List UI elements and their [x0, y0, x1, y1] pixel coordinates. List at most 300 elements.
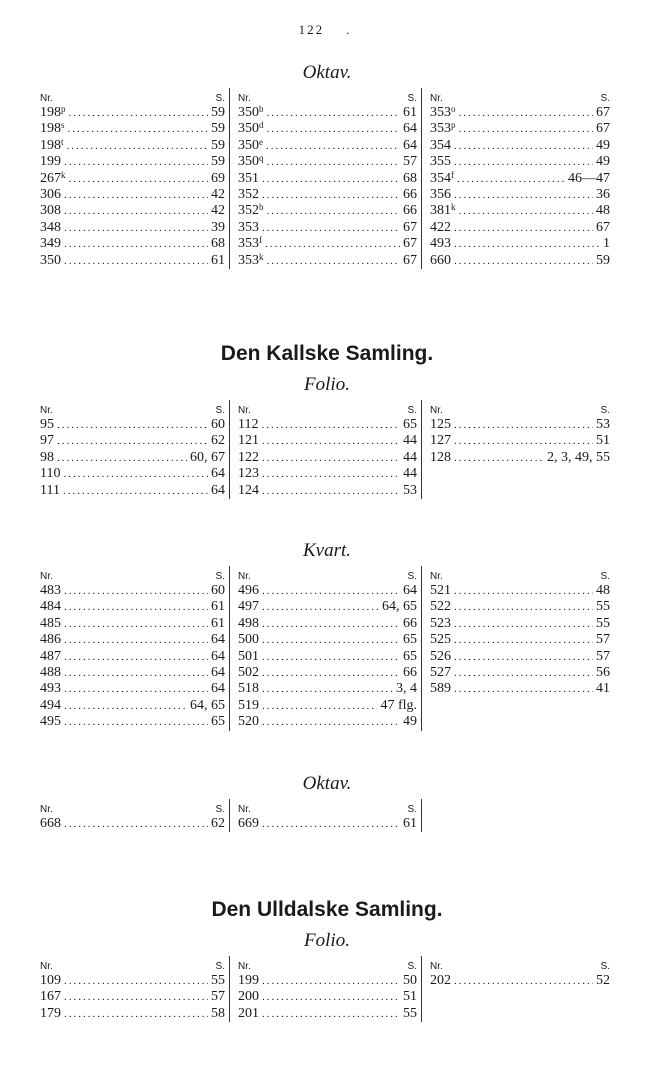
index-entry [430, 632, 610, 648]
entry-number [238, 989, 259, 1004]
index-entry [430, 450, 610, 466]
entry-number [40, 433, 54, 448]
entry-number-value: 518 [238, 681, 259, 697]
dot-leader [262, 1007, 400, 1022]
dot-leader [57, 434, 208, 449]
column-header-s: S. [407, 961, 417, 972]
column-header [238, 88, 417, 105]
entry-page: 64 [403, 121, 417, 137]
dot-leader [64, 155, 208, 170]
entry-number [40, 187, 61, 202]
entry-number-value: 124 [238, 482, 259, 498]
index-entry [238, 973, 417, 989]
entry-number-value: 488 [40, 665, 61, 681]
index-column [38, 400, 230, 499]
dot-leader [454, 600, 593, 615]
index-entry [430, 187, 610, 203]
entry-number-value: 523 [430, 615, 451, 631]
dot-leader [261, 418, 400, 433]
column-header-nr: Nr. [40, 93, 53, 104]
entry-number-value: 202 [430, 973, 451, 988]
entry-page: 61 [211, 615, 225, 631]
dot-leader [57, 418, 208, 433]
entry-number [40, 989, 61, 1004]
entry-page: 57 [596, 632, 610, 648]
format-title: Kvart. [302, 540, 352, 561]
entry-number [238, 714, 259, 729]
column-header [40, 799, 225, 816]
dot-leader [64, 666, 208, 681]
entry-page: 64, 65 [190, 697, 225, 713]
index-entry [238, 253, 417, 269]
entry-number-suffix: s [61, 120, 65, 131]
entry-page: 57 [596, 648, 610, 664]
entry-number-value: 350 [238, 105, 259, 120]
entry-number-value: 589 [430, 681, 451, 697]
index-column [230, 566, 422, 731]
entry-number [430, 450, 451, 465]
index-column [422, 88, 614, 269]
index-entry [238, 171, 417, 187]
entry-page: 66 [403, 615, 417, 631]
entry-number [40, 665, 61, 680]
dot-leader [454, 434, 593, 449]
column-header [238, 956, 417, 973]
entry-number [238, 698, 259, 713]
dot-leader [67, 139, 208, 154]
entry-number-suffix: d [259, 120, 264, 131]
column-header [430, 956, 610, 973]
entry-page: 49 [596, 137, 610, 153]
entry-number-value: 669 [238, 816, 259, 831]
entry-page: 66 [403, 665, 417, 681]
entry-number [430, 203, 456, 218]
entry-number [430, 253, 451, 268]
entry-number-value: 484 [40, 599, 61, 615]
entry-number-value: 125 [430, 417, 451, 432]
entry-number-value: 123 [238, 466, 259, 482]
index-entry [40, 681, 225, 697]
column-header-s: S. [600, 961, 610, 972]
entry-number-value: 121 [238, 433, 259, 449]
column-header-s: S. [215, 961, 225, 972]
entry-number-value: 353 [430, 121, 451, 137]
index-entry [238, 220, 417, 236]
dot-leader [267, 204, 401, 219]
index-entry [40, 599, 225, 615]
entry-number-value: 519 [238, 697, 259, 713]
entry-number [238, 450, 259, 465]
entry-number [430, 632, 451, 647]
index-columns [38, 88, 616, 269]
dot-leader [63, 484, 208, 499]
format-title: Oktav. [302, 62, 352, 83]
dot-leader [262, 434, 400, 449]
index-entry [40, 989, 225, 1005]
entry-number [238, 665, 259, 680]
column-header-nr: Nr. [430, 961, 443, 972]
dot-leader [64, 715, 208, 730]
entry-number-value: 487 [40, 648, 61, 664]
entry-number-value: 179 [40, 1005, 61, 1021]
entry-page: 44 [403, 466, 417, 482]
entry-number-value: 350 [40, 252, 61, 268]
column-header-nr: Nr. [238, 405, 251, 416]
index-column [230, 88, 422, 269]
entry-number-value: 350 [238, 154, 259, 170]
index-entry [40, 253, 225, 269]
entry-page: 51 [596, 433, 610, 449]
index-entry [430, 154, 610, 170]
index-entry [40, 483, 225, 499]
entry-number-value: 527 [430, 665, 451, 681]
entry-page: 67 [596, 121, 610, 137]
entry-page: 67 [403, 252, 417, 268]
entry-page: 57 [211, 989, 225, 1005]
dot-leader [262, 682, 393, 697]
dot-leader [454, 451, 544, 466]
entry-number [238, 417, 258, 432]
index-entry [238, 466, 417, 482]
index-column [38, 799, 230, 832]
entry-number-value: 502 [238, 665, 259, 681]
entry-number [430, 236, 451, 251]
collection-title: Den Ulldalske Samling. [211, 898, 443, 921]
entry-page: 60 [211, 583, 225, 598]
entry-number-value: 495 [40, 714, 61, 730]
index-entry [40, 171, 225, 187]
entry-number [430, 649, 451, 664]
dot-leader [262, 817, 400, 832]
entry-number [430, 681, 451, 696]
index-entry [430, 665, 610, 681]
entry-number [40, 417, 54, 432]
entry-number [238, 105, 264, 120]
entry-number-value: 352 [238, 187, 259, 203]
column-header [430, 88, 610, 105]
entry-page: 42 [211, 203, 225, 219]
entry-number-value: 267 [40, 170, 61, 186]
dot-leader [454, 617, 593, 632]
entry-page: 1 [603, 236, 610, 252]
entry-number-suffix: b [259, 104, 264, 114]
entry-number-value: 97 [40, 433, 54, 449]
entry-page: 62 [211, 433, 225, 449]
entry-number [430, 616, 451, 631]
entry-number-value: 350 [238, 137, 259, 153]
entry-number-value: 353 [430, 105, 451, 120]
entry-number [238, 1006, 259, 1021]
entry-page: 64 [403, 583, 417, 598]
index-entry [40, 417, 225, 433]
dot-leader [262, 484, 400, 499]
index-entry [238, 632, 417, 648]
index-entry [430, 599, 610, 615]
dot-leader [262, 600, 379, 615]
entry-number-value: 494 [40, 697, 61, 713]
index-entry [238, 203, 417, 219]
section-kallske-folio [38, 342, 616, 499]
entry-number-value: 522 [430, 599, 451, 615]
index-entry [40, 1006, 225, 1022]
entry-page: 68 [211, 236, 225, 252]
entry-number [238, 616, 259, 631]
index-entry [430, 220, 610, 236]
entry-number [238, 154, 264, 169]
entry-number-value: 98 [40, 449, 54, 465]
dot-leader [262, 172, 400, 187]
dot-leader [64, 237, 208, 252]
entry-page: 49 [596, 154, 610, 170]
dot-leader [64, 817, 208, 832]
dot-leader [265, 237, 400, 252]
index-entry [40, 187, 225, 203]
entry-number [430, 171, 454, 186]
entry-number-value: 520 [238, 714, 259, 730]
entry-number [238, 121, 264, 136]
entry-number-suffix: k [61, 169, 66, 180]
entry-number-value: 199 [238, 973, 259, 988]
entry-number-suffix: p [61, 104, 66, 114]
dot-leader [262, 188, 400, 203]
entry-number-suffix: q [259, 153, 264, 164]
index-column [230, 400, 422, 499]
column-header [238, 799, 417, 816]
entry-page: 66 [403, 187, 417, 203]
index-entry [430, 973, 610, 989]
index-entry [40, 154, 225, 170]
column-header [430, 566, 610, 583]
entry-page: 58 [211, 1005, 225, 1021]
entry-page: 47 flg. [380, 697, 417, 713]
entry-number [238, 973, 259, 988]
column-header-nr: Nr. [430, 93, 443, 104]
dot-leader [64, 600, 208, 615]
entry-page: 55 [403, 1005, 417, 1021]
format-title: Oktav. [302, 773, 352, 794]
entry-number [430, 220, 451, 235]
entry-page: 44 [403, 433, 417, 449]
page-number [0, 22, 650, 38]
section-kallske-oktav [38, 773, 616, 832]
dot-leader [64, 650, 208, 665]
entry-number-value: 668 [40, 816, 61, 831]
entry-page: 64 [211, 648, 225, 664]
dot-leader [267, 254, 401, 269]
entry-number [40, 171, 66, 186]
dot-leader [69, 106, 209, 121]
entry-page: 61 [403, 816, 417, 831]
section-kallske-kvart [38, 540, 616, 731]
index-entry [238, 450, 417, 466]
entry-page: 56 [596, 665, 610, 681]
entry-number [238, 632, 259, 647]
entry-page: 61 [211, 252, 225, 268]
dot-leader [64, 204, 208, 219]
entry-number-value: 201 [238, 1005, 259, 1021]
entry-number [238, 583, 259, 598]
entry-number [40, 632, 61, 647]
entry-number-value: 500 [238, 632, 259, 648]
entry-number-suffix: f [259, 235, 262, 246]
dot-leader [64, 584, 208, 599]
entry-page: 61 [211, 599, 225, 615]
entry-number [238, 253, 264, 268]
entry-number [40, 714, 61, 729]
index-entry [40, 616, 225, 632]
entry-number-value: 109 [40, 973, 61, 988]
entry-number-value: 350 [238, 121, 259, 137]
index-entry [430, 171, 610, 187]
entry-page: 59 [211, 105, 225, 120]
dot-leader [262, 974, 400, 989]
dot-leader [262, 617, 400, 632]
dot-leader [262, 666, 400, 681]
index-entry [40, 105, 225, 121]
index-column [422, 400, 614, 499]
entry-number [238, 236, 262, 251]
dot-leader [459, 106, 594, 121]
entry-page: 64 [211, 681, 225, 697]
entry-page: 55 [596, 615, 610, 631]
entry-page: 42 [211, 187, 225, 203]
index-entry [430, 616, 610, 632]
entry-page: 3, 4 [396, 681, 417, 697]
index-column [38, 956, 230, 1022]
index-entry [430, 105, 610, 121]
index-column [38, 566, 230, 731]
dot-leader [267, 122, 401, 137]
column-header-s: S. [407, 93, 417, 104]
entry-page: 44 [403, 449, 417, 465]
entry-number [238, 649, 259, 664]
dot-leader [267, 155, 401, 170]
entry-number [238, 203, 264, 218]
entry-number [238, 433, 259, 448]
entry-number [40, 483, 60, 498]
index-entry [238, 665, 417, 681]
entry-number [40, 616, 61, 631]
entry-page: 69 [211, 170, 225, 186]
entry-number-value: 112 [238, 417, 259, 432]
entry-page: 41 [596, 681, 610, 697]
index-entry [238, 433, 417, 449]
entry-page: 48 [596, 203, 610, 219]
entry-number-value: 111 [40, 482, 60, 498]
dot-leader [63, 467, 208, 482]
entry-number [40, 816, 61, 831]
entry-page: 67 [596, 219, 610, 235]
index-entry [238, 1006, 417, 1022]
column-header-s: S. [407, 571, 417, 582]
entry-number [238, 681, 259, 696]
entry-number [40, 236, 61, 251]
dot-leader [457, 172, 565, 187]
column-header [238, 566, 417, 583]
column-header-s: S. [600, 571, 610, 582]
column-header-nr: Nr. [238, 961, 251, 972]
entry-number-value: 355 [430, 154, 451, 170]
index-entry [238, 681, 417, 697]
index-entry [238, 121, 417, 137]
index-column [422, 566, 614, 731]
entry-number [40, 583, 61, 598]
dot-leader [64, 990, 208, 1005]
dot-leader [454, 221, 593, 236]
entry-number [40, 105, 66, 120]
entry-page: 65 [211, 714, 225, 730]
index-entry [40, 433, 225, 449]
index-entry [40, 450, 225, 466]
index-entry [238, 105, 417, 121]
column-header-s: S. [407, 804, 417, 815]
index-column [38, 88, 230, 269]
entry-number [40, 154, 61, 169]
column-header-nr: Nr. [238, 93, 251, 104]
index-entry [238, 714, 417, 730]
dot-leader [454, 650, 593, 665]
section-ulldalske-folio [38, 898, 616, 1022]
entry-page: 67 [403, 236, 417, 252]
entry-number [238, 171, 259, 186]
entry-number [40, 220, 61, 235]
column-header [430, 400, 610, 417]
column-header [40, 956, 225, 973]
entry-page: 64 [211, 665, 225, 681]
entry-number [40, 973, 61, 988]
dot-leader [454, 237, 600, 252]
dot-leader [64, 633, 208, 648]
index-entry [238, 583, 417, 599]
dot-leader [262, 650, 400, 665]
dot-leader [459, 204, 594, 219]
index-entry [430, 583, 610, 599]
entry-number-value: 353 [238, 252, 259, 268]
entry-page: 48 [596, 583, 610, 598]
column-header-nr: Nr. [430, 405, 443, 416]
column-header-s: S. [600, 93, 610, 104]
entry-number-value: 660 [430, 252, 451, 268]
column-header [40, 400, 225, 417]
index-entry [238, 138, 417, 154]
index-entry [430, 138, 610, 154]
entry-page: 64 [403, 137, 417, 153]
index-entry [430, 433, 610, 449]
entry-number-value: 422 [430, 219, 451, 235]
entry-number-suffix: e [259, 136, 263, 147]
entry-number-value: 122 [238, 449, 259, 465]
index-entry [238, 649, 417, 665]
index-column [422, 956, 614, 1022]
entry-number [430, 138, 451, 153]
column-header-s: S. [215, 405, 225, 416]
entry-page: 59 [211, 154, 225, 170]
entry-page: 65 [403, 632, 417, 648]
index-entry [238, 616, 417, 632]
index-entry [238, 599, 417, 615]
entry-number-value: 356 [430, 187, 451, 203]
entry-number-value: 521 [430, 583, 451, 598]
entry-number [40, 681, 61, 696]
entry-number-suffix: f [451, 169, 454, 180]
entry-number [430, 121, 456, 136]
entry-number [430, 417, 451, 432]
column-header-nr: Nr. [238, 804, 251, 815]
index-entry [40, 203, 225, 219]
index-entry [238, 989, 417, 1005]
column-header-nr: Nr. [40, 804, 53, 815]
entry-number-value: 354 [430, 170, 451, 186]
